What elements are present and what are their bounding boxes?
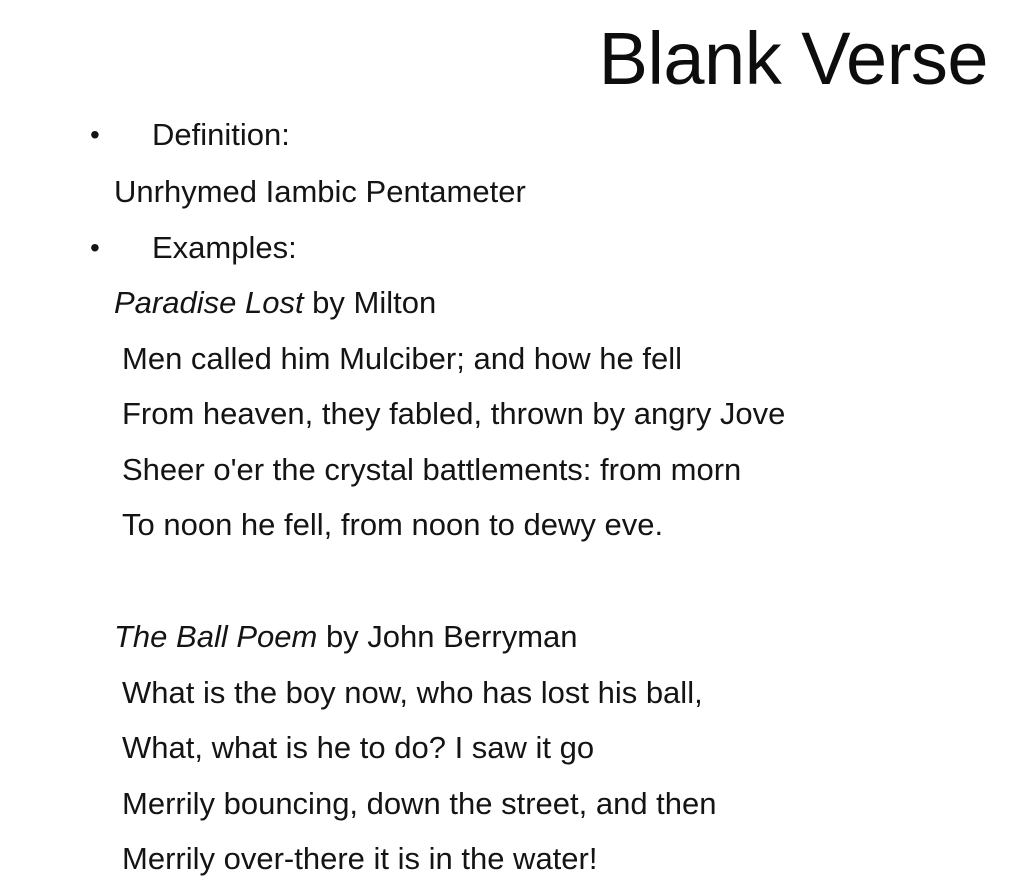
- example-1-verse-line-4: To noon he fell, from noon to dewy eve.: [122, 507, 664, 542]
- examples-heading: Examples:: [152, 230, 297, 265]
- definition-heading: Definition:: [152, 117, 290, 152]
- example-1-citation: [114, 283, 436, 323]
- slide-title: Blank Verse: [598, 17, 988, 100]
- example-2-verse-line-2: What, what is he to do? I saw it go: [122, 730, 595, 765]
- bullet-marker-examples: •: [90, 232, 100, 263]
- bullet-marker-definition: •: [90, 119, 100, 150]
- example-2-verse-line-4: Merrily over-there it is in the water!: [122, 841, 598, 876]
- example-1-attribution: by Milton: [303, 285, 437, 320]
- example-1-verse-line-1: Men called him Mulciber; and how he fell: [122, 341, 682, 376]
- example-2-verse-line-1: What is the boy now, who has lost his ball,: [122, 675, 703, 710]
- definition-text: Unrhymed Iambic Pentameter: [114, 174, 526, 209]
- example-2-attribution: by John Berryman: [317, 619, 578, 654]
- example-1-verse-line-3: Sheer o'er the crystal battlements: from morn: [122, 452, 742, 487]
- example-1-verse-line-2: From heaven, they fabled, thrown by angry Jove: [122, 396, 786, 431]
- example-1-work-title: Paradise Lost: [114, 285, 304, 320]
- example-2-verse-line-3: Merrily bouncing, down the street, and then: [122, 786, 717, 821]
- example-2-citation: [114, 617, 578, 657]
- example-2-work-title: The Ball Poem: [114, 619, 318, 654]
